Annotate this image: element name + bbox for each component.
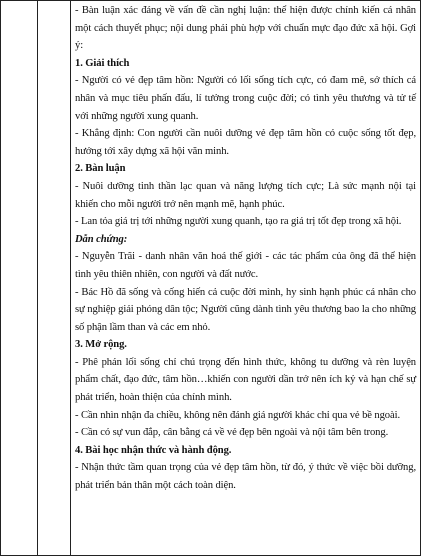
heading-dan-chung: Dẫn chứng: [75, 233, 128, 245]
heading-mo-rong: 3. Mở rộng. [75, 339, 127, 351]
paragraph: - Khẳng định: Con người cần nuôi dưỡng vẻ đẹp tâm hồn có cuộc sống tốt đẹp, hướng tới xây dựng xã hội văn minh. [75, 128, 416, 157]
paragraph: - Người có vẻ đẹp tâm hồn: Người có lối sống tích cực, có đam mê, sở thích cá nhân và mục tiêu phấn đấu, lí tưởng trong cuộc đời; có tình yêu thương và tử tế với những người xung quanh. [75, 75, 416, 122]
table-cell-empty-2 [38, 1, 71, 556]
intro-paragraph: - Bàn luận xác đáng về vấn đề cần nghị luận: thể hiện được chính kiến cá nhân một cách thuyết phục; nội dung phải phù hợp với chuẩn mực đạo đức xã hội. Gợi ý: [75, 5, 416, 52]
paragraph: - Nguyễn Trãi - danh nhân văn hoá thế giới - các tác phẩm của ông đã thể hiện tình yêu thiên nhiên, con người và đất nước. [75, 251, 416, 280]
paragraph: - Nuôi dưỡng tinh thần lạc quan và năng lượng tích cực; Là sức mạnh nội tại khiến cho mỗi người trở nên mạnh mẽ, hạnh phúc. [75, 180, 416, 210]
paragraph: - Cần nhìn nhận đa chiều, không nên đánh giá người khác chỉ qua vẻ bề ngoài. [75, 409, 400, 421]
heading-ban-luan: 2. Bàn luận [75, 163, 126, 175]
paragraph: - Phê phán lối sống chỉ chú trọng đến hình thức, không tu dưỡng và rèn luyện phẩm chất, đạo đức, tâm hồn…khiến con người dần trở nên ích kỷ và hạn chế sự phát triển, hoàn thiện của chính mình. [75, 356, 416, 404]
heading-giai-thich: 1. Giải thích [75, 57, 130, 69]
table-cell-empty-1 [1, 1, 38, 556]
paragraph: - Bác Hồ đã sống và cống hiến cả cuộc đời mình, hy sinh hạnh phúc cá nhân cho sự nghiệp giải phóng dân tộc; Người cũng dành tình yêu thương bao la cho những số phận lầm than và các em nhỏ. [75, 286, 416, 333]
paragraph: - Nhận thức tầm quan trọng của vẻ đẹp tâm hồn, từ đó, ý thức về việc bồi dưỡng, phát triển bản thân một cách toàn diện. [75, 462, 416, 492]
table-cell-content [71, 1, 421, 556]
content-body [71, 1, 420, 495]
heading-bai-hoc: 4. Bài học nhận thức và hành động. [75, 444, 232, 456]
paragraph: - Cần có sự vun đắp, cân bằng cả về vẻ đẹp bên ngoài và nội tâm bên trong. [75, 427, 389, 439]
paragraph: - Lan tỏa giá trị tới những người xung quanh, tạo ra giá trị tốt đẹp trong xã hội. [75, 216, 402, 228]
